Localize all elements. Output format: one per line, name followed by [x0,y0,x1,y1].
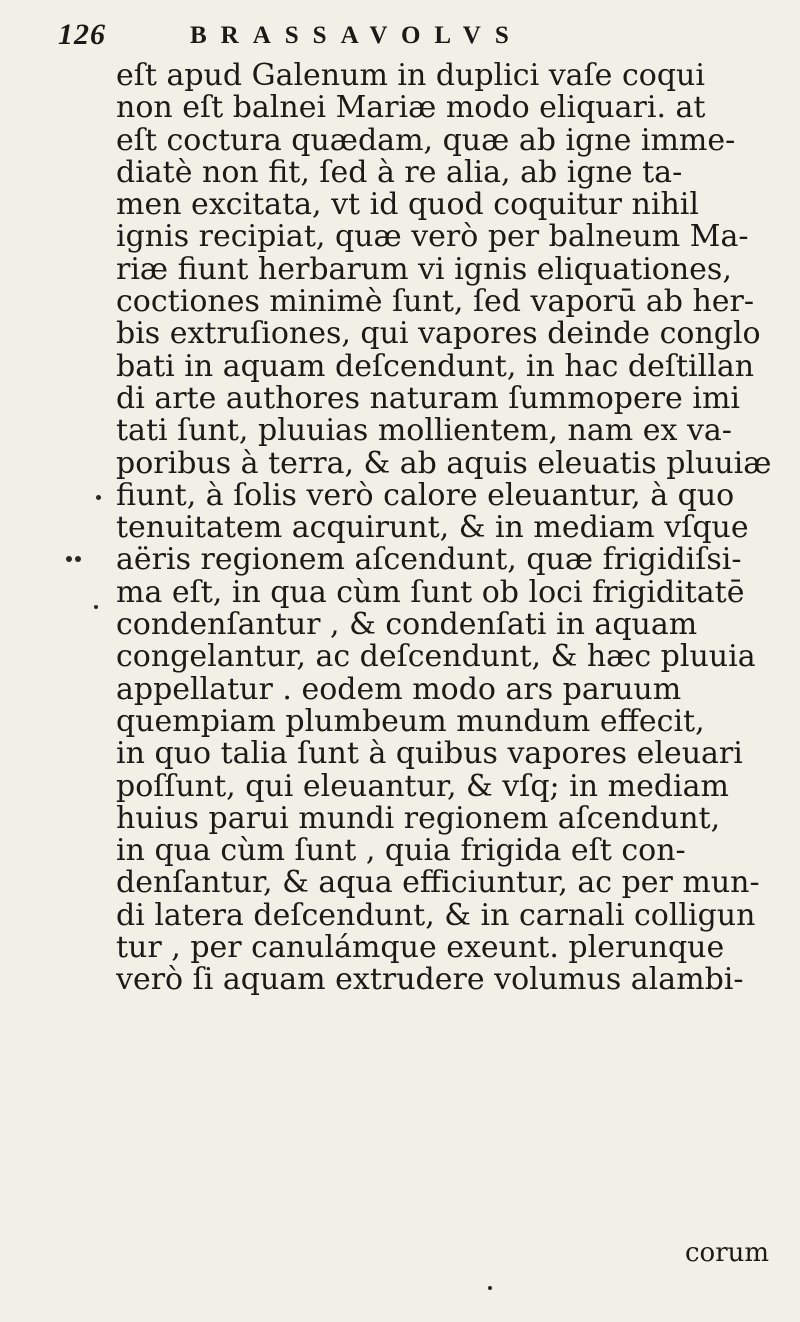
text-line: fiunt, à ſolis verò calore eleuantur, à quo [116,479,735,513]
text-line: di latera deſcendunt, & in carnali colligun [116,899,756,933]
text-line: congelantur, ac deſcendunt, & hæc pluuia [116,641,756,674]
text-line: verò ſi aquam extrudere volumus alambi- [116,964,744,997]
text-line: tati ſunt, pluuias mollientem, nam ex va- [116,415,732,448]
text-line: bis extruſiones, qui vapores deinde conglo [116,318,761,351]
catchword: corum [685,1238,770,1268]
text-line: aëris regionem aſcendunt, quæ frigidiſsi- [116,544,742,577]
text-line: poribus à terra, & ab aquis eleuatis pluuiæ [116,447,772,480]
text-line: in qua cùm ſunt , quia frigida eſt con- [116,835,686,868]
ink-speck [66,556,72,562]
text-line: ignis recipiat, quæ verò per balneum Ma- [116,221,749,254]
ink-speck [94,605,98,609]
body-text [116,60,796,997]
ink-speck [96,495,101,500]
text-line: diatè non fit, ſed à re alia, ab igne ta- [116,156,683,190]
text-line: ma eſt, in qua cùm ſunt ob loci frigiditatē [116,576,745,610]
text-line: condenſantur , & condenſati in aquam [116,609,698,642]
text-line: poſſunt, qui eleuantur, & vſq; in mediam [116,770,729,803]
text-line: tenuitatem acquirunt, & in mediam vſque [116,512,749,545]
text-line: tur , per canulámque exeunt. plerunque [116,932,725,965]
text-line: appellatur . eodem modo ars paruum [116,673,682,706]
ink-speck [488,1286,492,1290]
text-line: eſt apud Galenum in duplici vaſe coqui [116,60,705,93]
text-line: denſantur, & aqua efficiuntur, ac per mun- [116,867,760,900]
text-line: huius parui mundi regionem aſcendunt, [116,802,721,836]
text-line: coctiones minimè ſunt, ſed vaporū ab her- [116,286,755,319]
page-number: 126 [58,18,106,51]
text-line: men excitata, vt id quod coquitur nihil [116,189,699,222]
ink-speck [75,556,81,562]
text-line: riæ fiunt herbarum vi ignis eliquationes, [116,253,732,287]
text-line: di arte authores naturam ſummopere imi [116,382,740,416]
running-head: BRASSAVOLVS [190,22,523,49]
text-line: non eſt balnei Mariæ modo eliquari. at [116,92,706,125]
text-line: in quo talia ſunt à quibus vapores eleuari [116,738,743,771]
text-line: eſt coctura quædam, quæ ab igne imme- [116,124,736,157]
text-line: bati in aquam deſcendunt, in hac deſtillan [116,350,755,383]
text-line: quempiam plumbeum mundum effecit, [116,705,705,739]
